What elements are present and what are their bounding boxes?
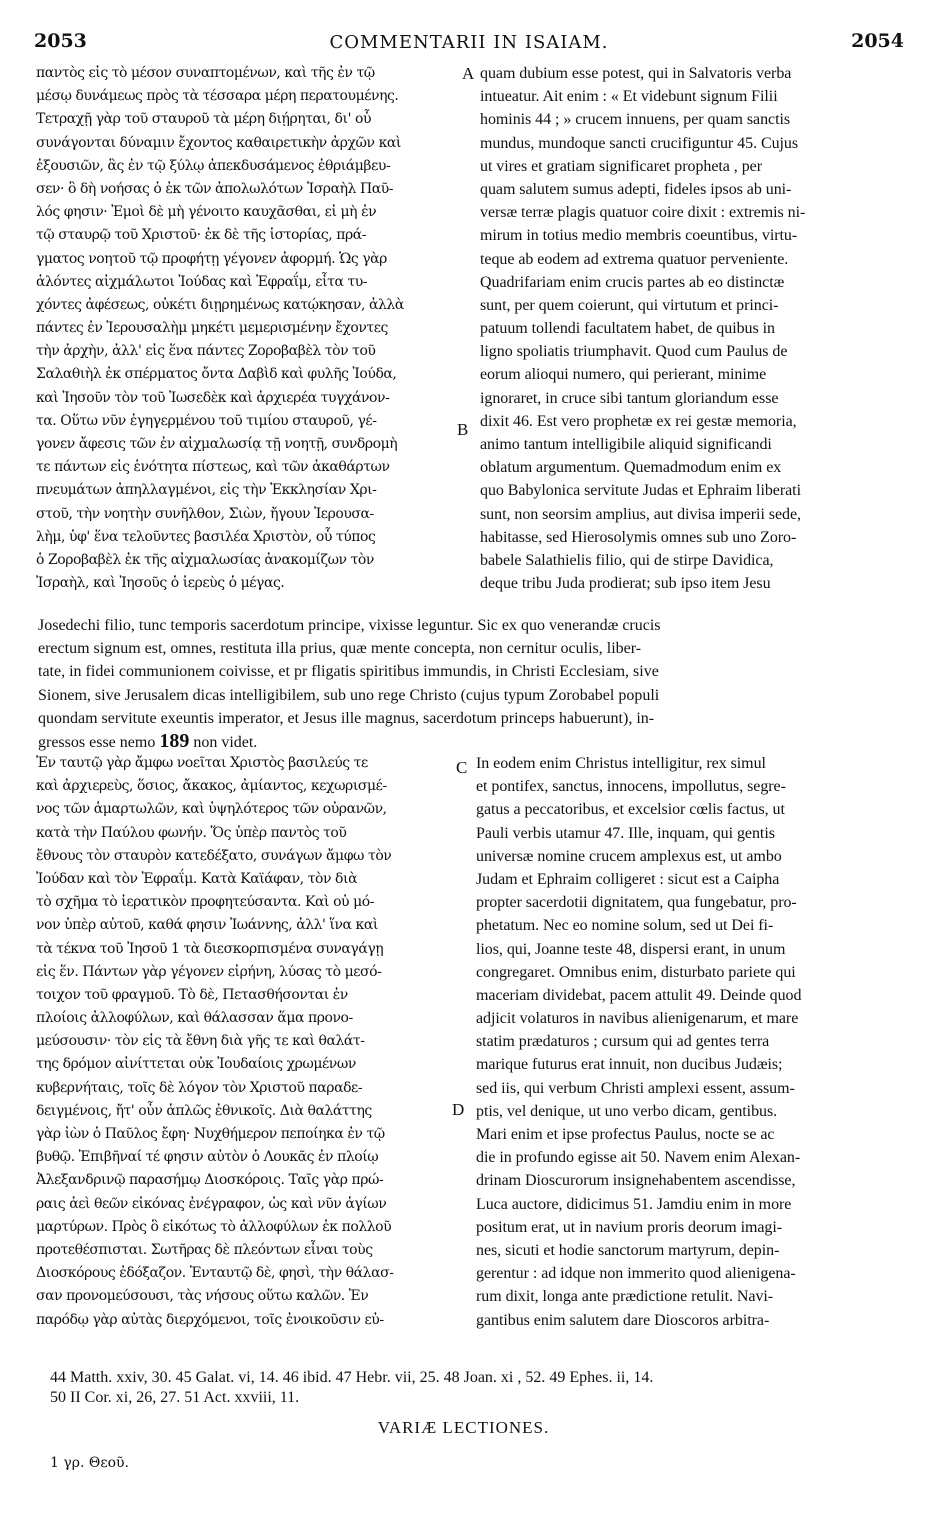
text-line: βυθῷ. Ἐπιβῆναί τέ φησιν αὐτὸν ὁ Λουκᾶς ἐν πλοίῳ (36, 1149, 379, 1166)
text-line: intueatur. Ait enim : « Et videbunt signum Filii (480, 88, 778, 106)
text-line: quam dubium esse potest, qui in Salvatoris verba (480, 65, 792, 82)
text-line: σαν προνομεύσουσι, τὰς νήσους οὕτω καλῶν. Ἐν (36, 1288, 369, 1305)
text-line: κατὰ τὴν Παύλου φωνήν. Ὅς ὑπὲρ παντὸς τοῦ (36, 824, 347, 841)
text-line: quam salutem sumus adepti, fideles ipsos ab uni- (480, 180, 792, 198)
greek-column-top (36, 62, 468, 595)
text-line: προτεθέσπισται. Σωτῆρας δὲ πλεόντων εἶναι τοὺς (36, 1241, 373, 1258)
text-line: στοῦ, τὴν νοητὴν συνῆλθον, Σιὼν, ἤγουν Ἱερουσα- (36, 505, 374, 522)
text-fragment: non videt. (193, 733, 258, 751)
text-line: Sionem, sive Jerusalem dicas intelligibilem, sub uno rege Christo (cujus typum Zorobabel populi (38, 686, 660, 704)
text-line: ὁ Ζοροβαβὲλ ἐκ τῆς αἰχμαλωσίας ἀνακομίζων τὸν (36, 551, 374, 568)
text-line: mundus, mundoque sancti crucifiguntur 45. Cujus (480, 134, 799, 152)
margin-letter-c: C (456, 758, 468, 777)
text-line: ραις ἀεὶ θεῶν εἰκόνας ἐνέγραφον, ὡς καὶ νῦν ἁγίων (36, 1195, 387, 1212)
text-line: γματος νοητοῦ τῷ προφήτῃ γέγονεν ἀφορμή. Ὡς γὰρ (36, 250, 387, 267)
running-title: COMMENTARII IN ISAIAM. (329, 32, 609, 53)
text-line: congregaret. Omnibus enim, disturbato pariete qui (476, 963, 796, 981)
text-line: oblatum argumentum. Quemadmodum enim ex (480, 459, 782, 477)
text-line: ἐξουσιῶν, ἃς ἐν τῷ ξύλῳ ἀπεκδυσάμενος ἐθριάμβευ- (36, 157, 391, 174)
text-line: Quadrifariam enim crucis partes ab eo distinctæ (480, 273, 785, 291)
text-line: Pauli verbis utamur 47. Ille, inquam, qui gentis (476, 824, 775, 842)
variae-lectiones-heading: VARIÆ LECTIONES. (377, 1418, 550, 1437)
latin-column-top (480, 62, 904, 595)
text-line: hominis 44 ; » crucem innuens, per quam sanctis (480, 111, 791, 129)
text-line: versæ terræ plagis quatuor coire dixit : extremis ni- (480, 204, 806, 222)
text-line: propter sacerdotii dignitatem, qua fungebatur, pro- (476, 894, 797, 912)
text-line: marique futurus erat innuit, non ducibus Judæis; (476, 1056, 783, 1074)
column-number-marker: 189 (159, 729, 190, 752)
text-line: babele Salathielis filio, qui de stirpe Davidica, (480, 551, 774, 569)
greek-column-bottom (36, 752, 456, 1332)
text-line: τὰ τέκνα τοῦ Ἰησοῦ 1 τὰ διεσκορπισμένα συναγάγῃ (36, 940, 384, 957)
text-line: sed iis, qui verbum Christi amplexi essent, assum- (476, 1079, 795, 1097)
text-line: drinam Dioscurorum insignehabentem ascendisse, (476, 1172, 796, 1190)
margin-letter-a: A (462, 64, 475, 83)
text-line: κυβερνήταις, τοῖς δὲ λόγον τὸν Χριστοῦ παραδε- (36, 1079, 363, 1096)
latin-full-width-paragraph (38, 614, 904, 753)
text-line: ignoraret, in cruce sibi tantum gloriandum esse (480, 389, 779, 407)
variant-reading-note: 1 γρ. Θεοῦ. (50, 1455, 129, 1471)
text-line: ἁλόντες αἰχμάλωτοι Ἰούδας καὶ Ἐφραΐμ, εἶτα τυ- (36, 273, 368, 290)
text-line: nes, sicuti et hodie sanctorum martyrum, depin- (476, 1241, 780, 1259)
text-line: Luca auctore, didicimus 51. Jamdiu enim in more (476, 1195, 792, 1213)
text-line: τοιχον τοῦ φραγμοῦ. Τὸ δὲ, Πετασθήσονται ἐν (36, 986, 348, 1003)
footnote-line: 44 Matth. xxiv, 30. 45 Galat. vi, 14. 46 ibid. 47 Hebr. vii, 25. 48 Joan. xi , 52. 49 Ephes. ii, 14. (50, 1369, 654, 1386)
margin-letter-b: B (457, 420, 469, 439)
text-line: Judam et Ephraim colligeret : sicut est a Caipha (476, 870, 780, 888)
text-line: πλοίοις ἀλλοφύλων, καὶ θάλασσαν ἅμα προνο- (36, 1010, 353, 1027)
text-line: ptis, vel denique, ut uno verbo dicam, gentibus. (476, 1102, 778, 1120)
text-line: patuum tollendi facultatem habet, de quibus in (480, 320, 775, 338)
text-line: die in profundo egisse ait 50. Navem enim Alexan- (476, 1149, 801, 1167)
page-number-right: 2054 (851, 30, 904, 52)
text-line: Ἰσραὴλ, καὶ Ἰησοῦς ὁ ἱερεὺς ὁ μέγας. (36, 575, 285, 592)
text-line: εἰς ἕν. Πάντων γὰρ γέγονεν εἰρήνη, λύσας τὸ μεσό- (36, 963, 382, 980)
margin-letter-d: D (452, 1100, 465, 1119)
latin-column-bottom (476, 752, 904, 1332)
text-line: gerentur : ad idque non immerito quod alienigena- (476, 1265, 796, 1283)
text-line: τὸ σχῆμα τὸ ἱερατικὸν προφητεύσαντα. Καὶ οὐ μό- (36, 894, 375, 911)
text-line: universæ nomine crucem amplexus est, ut ambo (476, 847, 782, 865)
text-line: animo tantum intelligibile aliquid significandi (480, 436, 772, 453)
text-line: νος τῶν ἁμαρτωλῶν, καὶ ὑψηλότερος τῶν οὐρανῶν, (36, 801, 387, 818)
text-line: Mari enim et ipse profectus Paulus, nocte se ac (476, 1126, 775, 1143)
text-line: τῷ σταυρῷ τοῦ Χριστοῦ· ἐκ δὲ τῆς ἱστορίας, πρά- (36, 227, 367, 244)
text-line: gantibus enim salutem dare Dioscoros arbitra- (476, 1311, 770, 1329)
text-line: μεύσουσιν· τὸν εἰς τὰ ἔθνη διὰ γῆς τε καὶ θαλάτ- (36, 1033, 365, 1050)
footnote-line: 50 II Cor. xi, 26, 27. 51 Act. xxviii, 11. (50, 1389, 300, 1406)
text-line: maceriam dividebat, pacem attulit 49. Deinde quod (476, 986, 802, 1004)
text-line: παρόδῳ γὰρ αὐτὰς διερχόμενοι, τοῖς ἐνοικοῦσιν εὐ- (36, 1311, 384, 1328)
text-line: dixit 46. Est vero prophetæ ex rei gestæ memoria, (480, 412, 797, 430)
text-line: τα. Οὕτω νῦν ἐγηγερμένου τοῦ τιμίου σταυροῦ, γέ- (36, 412, 377, 429)
text-line: πνευμάτων ἀπηλλαγμένοι, εἰς τὴν Ἐκκλησίαν Χρι- (36, 482, 377, 499)
text-line: Σαλαθιὴλ ἐκ σπέρματος ὄντα Δαβὶδ καὶ φυλῆς Ἰούδα, (36, 366, 397, 383)
text-line: πάντες ἐν Ἱερουσαλὴμ μηκέτι μεμερισμένην ἔχοντες (36, 320, 388, 337)
text-line: τὴν ἀρχὴν, ἀλλ' εἰς ἕνα πάντες Ζοροβαβὲλ τὸν τοῦ (36, 343, 376, 360)
text-line: Διοσκόρους ἐδόξαζον. Ἐνταυτῷ δὲ, φησὶ, τὴν θάλασ- (36, 1265, 394, 1282)
text-line: et pontifex, sanctus, innocens, impollutus, segre- (476, 778, 786, 796)
text-line: σεν· ὃ δὴ νοήσας ὁ ἐκ τῶν ἀπολωλότων Ἰσραὴλ Παῦ- (36, 180, 394, 197)
text-line: phetatum. Nec eo nomine solum, sed ut Dei fi- (476, 917, 774, 935)
text-fragment: gressos esse nemo (38, 733, 156, 751)
text-line: statim prædaturos ; cursum qui ad gentes terra (476, 1033, 770, 1051)
text-line: χόντες ἀφέσεως, οὐκέτι διῃρημένως κατῴκησαν, ἀλλὰ (36, 296, 404, 313)
text-line: γὰρ ἰὼν ὁ Παῦλος ἔφη· Νυχθήμερον πεποίηκα ἐν τῷ (36, 1126, 385, 1142)
text-line: της δρόμον αἰνίττεται οὐκ Ἰουδαίοις χρωμένων (36, 1056, 356, 1073)
text-line: tate, in fidei communionem coivisse, et pr fligatis spiritibus immundis, in Christi Ecclesiam, sive (38, 663, 659, 681)
text-line: γονεν ἄφεσις τῶν ἐν αἰχμαλωσίᾳ τῇ νοητῇ, συνδρομὴ (36, 436, 398, 452)
text-line: καὶ ἀρχιερεὺς, ὅσιος, ἄκακος, ἀμίαντος, κεχωρισμέ- (36, 778, 387, 795)
text-line: ut vires et gratiam significaret propheta , per (480, 157, 762, 175)
text-line: λὴμ, ὑφ' ἕνα τελοῦντες βασιλέα Χριστὸν, οὗ τύπος (36, 528, 376, 545)
text-line: Ἰούδαν καὶ τὸν Ἐφραΐμ. Κατὰ Καϊάφαν, τὸν διὰ (36, 870, 358, 887)
text-line: lios, qui, Joanne teste 48, dispersi erant, in unum (476, 940, 786, 958)
text-line: Josedechi filio, tunc temporis sacerdotum principe, vixisse leguntur. Sic ex quo venerandæ crucis (38, 617, 661, 634)
text-line: μαρτύρων. Πρὸς ὃ εἰκότως τὸ ἀλλοφύλων ἐκ πολλοῦ (36, 1218, 392, 1235)
text-line: τε πάντων εἰς ἑνότητα πίστεως, καὶ τῶν ἀκαθάρτων (36, 459, 390, 476)
text-line: quondam servitute exeuntis imperator, et Jesus ille magnus, sacerdotum princeps habuerunt), in- (38, 709, 655, 727)
text-line: sunt, non seorsim amplius, aut divisa imperii sede, (480, 505, 801, 523)
text-line: ligno spoliatis triumphavit. Quod cum Paulus de (480, 343, 788, 361)
text-line: habitasse, sed Hierosolymis omnes sub uno Zoro- (480, 528, 797, 546)
text-line: adjicit volaturos in navibus alienigenarum, et mare (476, 1010, 799, 1028)
text-line: μέσῳ δυνάμεως πρὸς τὰ τέσσαρα μέρη περατουμένης. (36, 88, 399, 105)
text-line: λός φησιν· Ἐμοὶ δὲ μὴ γένοιτο καυχᾶσθαι, εἰ μὴ ἐν (36, 204, 377, 221)
text-line: quo Babylonica servitute Judas et Ephraim liberati (480, 482, 801, 500)
text-line: συνάγονται δύναμιν ἔχοντος καθαιρετικὴν ἀρχῶν καὶ (36, 134, 401, 151)
text-line: In eodem enim Christus intelligitur, rex simul (476, 755, 766, 772)
footnotes (50, 1368, 900, 1408)
text-line: sunt, per quem coierunt, qui virtutum et princi- (480, 296, 779, 314)
text-line-final (38, 730, 904, 753)
text-line: mirum in totius medio membris coeuntibus, virtu- (480, 227, 798, 245)
text-line: δειγμένοις, ἤτ' οὖν ἁπλῶς ἐθνικοῖς. Διὰ θαλάττης (36, 1102, 372, 1119)
text-line: Ἀλεξανδρινῷ παρασήμῳ Διοσκόροις. Ταῖς γὰρ πρώ- (36, 1172, 384, 1189)
text-line: teque ab eodem ad extrema quatuor perveniente. (480, 250, 789, 268)
text-line: eorum alioqui numero, qui perierant, minime (480, 366, 767, 384)
page-header (34, 30, 904, 58)
text-line: νον ὑπὲρ αὐτοῦ, καθά φησιν Ἰωάννης, ἀλλ' ἵνα καὶ (36, 917, 378, 934)
text-line: erectum signum est, omnes, restituta illa prius, quæ mente concepta, non cernitur oculis, liber- (38, 640, 642, 658)
text-line: ἔθνους τὸν σταυρὸν κατεδέξατο, συνάγων ἄμφω τὸν (36, 847, 392, 864)
text-line: παντὸς εἰς τὸ μέσον συναπτομένων, καὶ τῆς ἐν τῷ (36, 65, 375, 81)
text-line: καὶ Ἰησοῦν τὸν τοῦ Ἰωσεδὲκ καὶ ἀρχιερέα τυγχάνον- (36, 389, 390, 406)
text-line: positum erat, ut in navium proris deorum imagi- (476, 1218, 783, 1236)
page-number-left: 2053 (34, 30, 87, 52)
text-line: gatus a peccatoribus, et excelsior cœlis factus, ut (476, 801, 785, 819)
text-line: rum dixit, longa ante prædictione retulit. Navi- (476, 1288, 774, 1306)
text-line: deque tribu Juda prodierat; sub ipso item Jesu (480, 575, 771, 593)
text-line: Ἐν ταυτῷ γὰρ ἄμφω νοεῖται Χριστὸς βασιλεύς τε (36, 755, 368, 771)
text-line: Τετραχῇ γὰρ τοῦ σταυροῦ τὰ μέρη διῄρηται, δι' οὗ (36, 111, 372, 128)
